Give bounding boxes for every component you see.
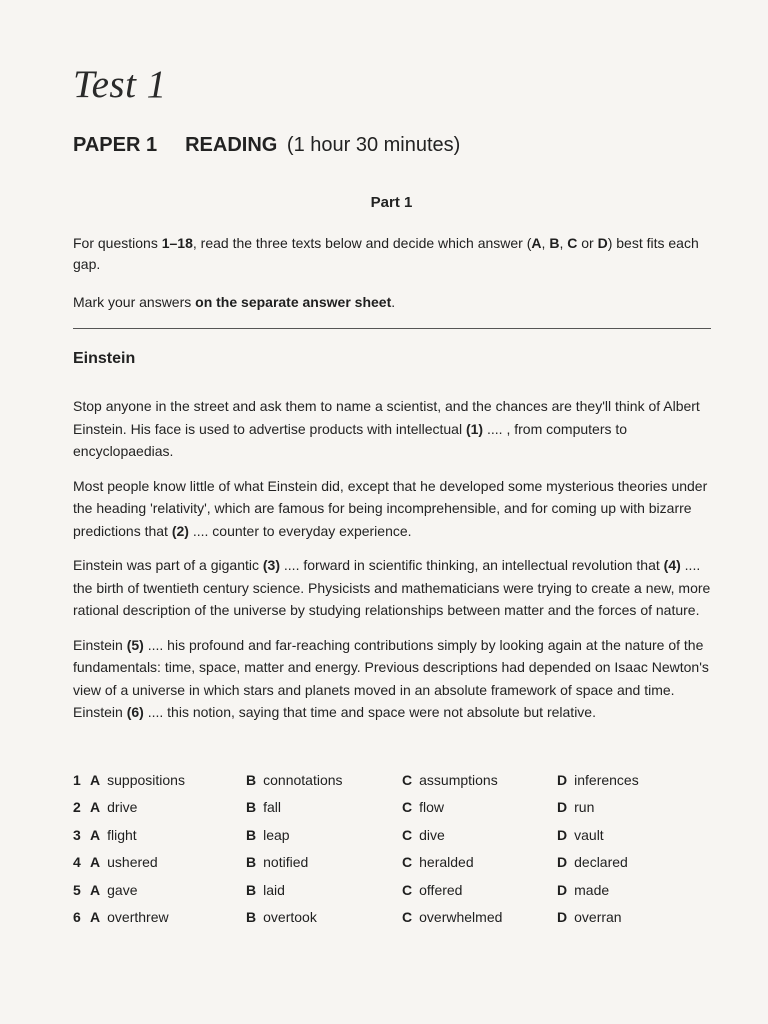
option-b (246, 882, 402, 898)
option-b (246, 854, 402, 870)
option-a (90, 827, 246, 843)
option-text: overwhelmed (419, 909, 503, 926)
option-letter: B (246, 771, 257, 788)
option-c (402, 827, 557, 843)
option-text: suppositions (107, 771, 185, 788)
question-number: 3 (73, 826, 81, 843)
option-text: heralded (419, 854, 474, 871)
answer-options (73, 766, 713, 931)
instruction-text: ) best fits each gap. (73, 235, 699, 272)
option-b (246, 772, 402, 788)
option-text: vault (574, 826, 604, 843)
option-b (246, 827, 402, 843)
option-text: run (574, 799, 595, 816)
option-text: inferences (574, 771, 639, 788)
option-text: ushered (107, 854, 158, 871)
option-text: flow (419, 799, 445, 816)
option-letter: B (246, 826, 257, 843)
option-letter: D (557, 771, 568, 788)
option-letter: D (557, 909, 568, 926)
instruction-text: For questions (73, 235, 162, 251)
option-text: offered (419, 881, 463, 898)
option-letter: C (402, 909, 413, 926)
paragraph (73, 395, 715, 463)
option-text: dive (419, 826, 445, 843)
paragraph-text: .... forward in scientific thinking, an intellectual revolution that (280, 557, 664, 573)
paragraph-text: Einstein was part of a gigantic (73, 557, 263, 573)
option-a (90, 882, 246, 898)
option-c (402, 882, 557, 898)
instruction-questions (73, 233, 713, 275)
instruction-answer-sheet (73, 292, 713, 313)
paragraph-text: Einstein (73, 636, 127, 653)
option-letter: D (557, 881, 568, 898)
test-title: Test 1 (73, 63, 167, 106)
instruction-text: . (391, 294, 396, 310)
letter-a: A (531, 235, 542, 251)
question-number: 4 (73, 854, 81, 871)
question-number: 6 (73, 909, 81, 926)
instruction-text: , (559, 235, 568, 251)
paragraph-text: .... his profound and far-reaching contributions simply by looking again at the nature of the fundamentals: time, space, matter and energy. Previous descriptions had depended on Isaac Newton's view of a universe in which stars and planets moved in an absolute framework of space and time. Einstein (73, 636, 709, 720)
option-letter: C (402, 854, 413, 871)
option-text: leap (263, 826, 290, 843)
option-text: drive (107, 799, 138, 816)
section-title: Einstein (73, 350, 136, 367)
option-a (90, 909, 246, 925)
gap-marker: (4) (663, 557, 681, 573)
option-letter: D (557, 854, 568, 871)
option-text: made (574, 881, 610, 898)
question-row (73, 904, 713, 932)
option-text: fall (263, 799, 282, 816)
paragraph (73, 475, 715, 543)
letter-c: C (567, 235, 578, 251)
question-row (73, 876, 713, 904)
option-letter: C (402, 826, 413, 843)
paper-heading (73, 134, 460, 157)
option-text: flight (107, 826, 137, 843)
paragraph-text: .... the birth of twentieth century science. Physicists and mathematicians were trying to create a new, more rational description of the universe by studying relationships between matter and the forces of nature. (73, 557, 711, 618)
option-d (557, 827, 697, 843)
instruction-text: or (577, 235, 598, 251)
option-d (557, 799, 697, 815)
option-letter: A (90, 826, 101, 843)
option-text: overran (574, 909, 622, 926)
paragraph-text: .... counter to everyday experience. (188, 522, 412, 539)
paragraph-text: .... , from computers to encyclopaedias. (73, 420, 628, 459)
question-number: 1 (73, 771, 81, 788)
option-d (557, 772, 697, 788)
option-letter: C (402, 771, 413, 788)
paragraph (73, 554, 715, 622)
reading-text (73, 395, 715, 736)
option-letter: C (402, 799, 413, 816)
paragraph (73, 634, 715, 724)
option-text: laid (263, 881, 285, 898)
option-letter: B (246, 799, 257, 816)
option-letter: B (246, 909, 257, 926)
option-c (402, 799, 557, 815)
instruction-text: , read the three texts below and decide which answer ( (192, 235, 532, 251)
option-letter: D (557, 826, 568, 843)
option-a (90, 854, 246, 870)
option-letter: C (402, 881, 413, 898)
option-text: overtook (263, 909, 317, 926)
option-b (246, 799, 402, 815)
option-text: gave (107, 881, 138, 898)
part-title: Part 1 (370, 194, 413, 211)
gap-marker: (2) (171, 522, 189, 539)
option-c (402, 854, 557, 870)
option-letter: B (246, 854, 257, 871)
question-row (73, 766, 713, 794)
option-d (557, 909, 697, 925)
answer-sheet-emphasis: on the separate answer sheet (195, 294, 392, 310)
instruction-text: Mark your answers (73, 294, 196, 310)
option-text: declared (574, 854, 628, 871)
option-a (90, 772, 246, 788)
option-text: connotations (263, 771, 343, 788)
option-a (90, 799, 246, 815)
paragraph-text: .... this notion, saying that time and space were not absolute but relative. (143, 704, 596, 720)
option-c (402, 772, 557, 788)
paragraph-text: Stop anyone in the street and ask them to name a scientist, and the chances are they'll think of Albert Einstein. His face is used to advertise products with intellectual (73, 398, 700, 437)
option-b (246, 909, 402, 925)
letter-b: B (549, 235, 560, 251)
letter-d: D (597, 235, 608, 251)
option-c (402, 909, 557, 925)
option-letter: A (90, 771, 101, 788)
option-letter: A (90, 881, 101, 898)
instruction-text: , (541, 235, 550, 251)
option-text: assumptions (419, 771, 498, 788)
paper-label: PAPER 1 (73, 134, 158, 156)
instructions (73, 233, 713, 330)
gap-marker: (1) (465, 420, 484, 437)
option-d (557, 882, 697, 898)
paper-duration: (1 hour 30 minutes) (286, 134, 461, 156)
option-letter: A (90, 909, 101, 926)
option-text: overthrew (107, 909, 169, 926)
question-row (73, 849, 713, 877)
question-row (73, 821, 713, 849)
question-number: 2 (73, 799, 81, 816)
gap-marker: (3) (262, 557, 281, 573)
gap-marker: (6) (126, 704, 144, 720)
question-number: 5 (73, 881, 81, 898)
paper-name: READING (185, 134, 278, 156)
option-d (557, 854, 697, 870)
option-letter: A (90, 799, 101, 816)
divider (73, 328, 711, 329)
option-text: notified (263, 854, 309, 871)
option-letter: D (557, 799, 568, 816)
question-row (73, 794, 713, 822)
option-letter: B (246, 881, 257, 898)
question-range: 1–18 (161, 235, 193, 251)
gap-marker: (5) (126, 636, 144, 653)
paragraph-text: Most people know little of what Einstein did, except that he developed some mysterious theories under the heading 'relativity', which are famous for being incomprehensible, and for coming up with bizarre predictions that (73, 477, 708, 539)
option-letter: A (90, 854, 101, 871)
